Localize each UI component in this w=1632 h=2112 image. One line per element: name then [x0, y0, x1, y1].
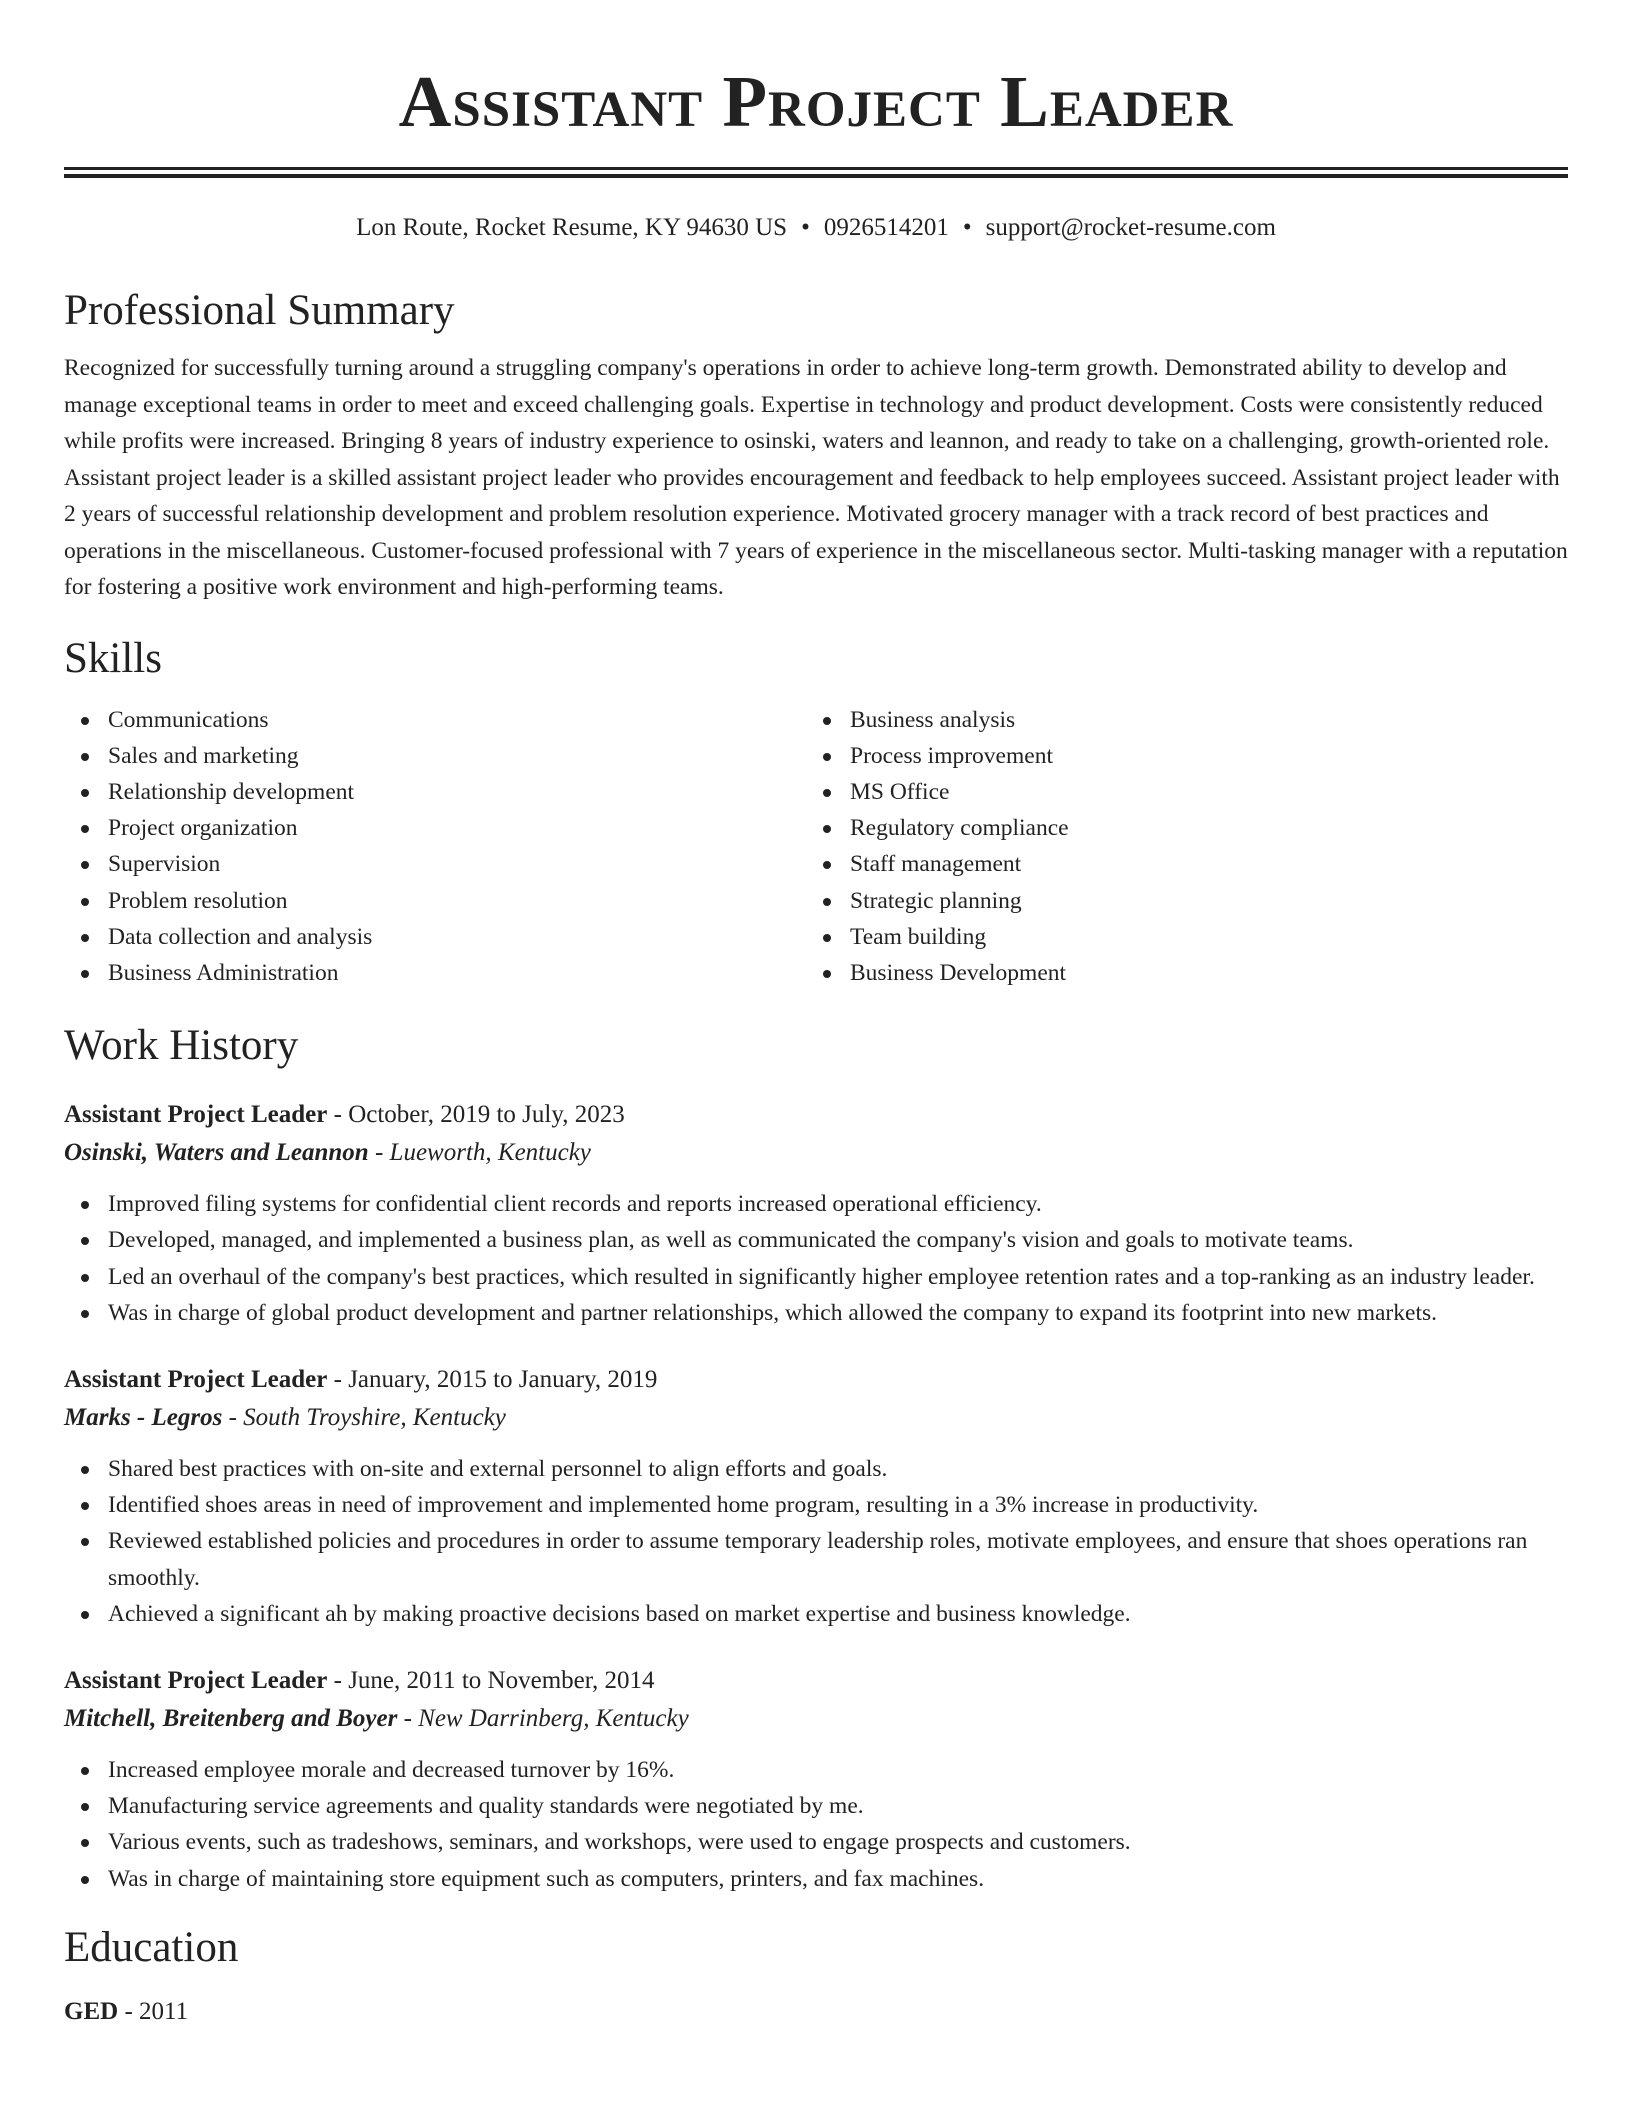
- work-history-heading: Work History: [64, 1022, 299, 1070]
- skill-item: Project organization: [64, 810, 806, 846]
- contact-separator: •: [962, 214, 972, 241]
- resume-name: Assistant Project Leader: [398, 61, 1234, 142]
- job-dates: - June, 2011 to November, 2014: [327, 1666, 655, 1694]
- job-title: Assistant Project Leader: [64, 1101, 328, 1129]
- job-duty: Improved filing systems for confidential client records and reports increased operational efficiency.: [64, 1186, 1568, 1222]
- company-line: [64, 1399, 1568, 1437]
- job-duty: Increased employee morale and decreased turnover by 16%.: [64, 1752, 1568, 1788]
- skill-item: Relationship development: [64, 774, 806, 810]
- skill-item: MS Office: [806, 774, 1548, 810]
- job-duty: Achieved a significant ah by making proactive decisions based on market expertise and business knowledge.: [64, 1596, 1568, 1632]
- skills-column-right: [806, 702, 1548, 992]
- job-duty: Reviewed established policies and procedures in order to assume temporary leadership roles, motivate employees, and ensure that shoes operations ran smoothly.: [64, 1523, 1568, 1595]
- job-dates: - October, 2019 to July, 2023: [327, 1101, 625, 1129]
- skill-item: Regulatory compliance: [806, 810, 1548, 846]
- skill-item: Process improvement: [806, 738, 1548, 774]
- company-name: Mitchell, Breitenberg and Boyer: [64, 1704, 398, 1732]
- education-degree: GED: [64, 1997, 119, 2025]
- job-duty: Developed, managed, and implemented a business plan, as well as communicated the company's vision and goals to motivate teams.: [64, 1222, 1568, 1258]
- header-divider: [64, 167, 1568, 178]
- job-duties: [64, 1752, 1568, 1897]
- job-dates: - January, 2015 to January, 2019: [327, 1365, 658, 1393]
- skill-item: Supervision: [64, 846, 806, 882]
- company-name: Osinski, Waters and Leannon: [64, 1139, 369, 1167]
- skill-item: Problem resolution: [64, 883, 806, 919]
- contact-phone: 0926514201: [823, 214, 949, 241]
- skill-item: Data collection and analysis: [64, 919, 806, 955]
- company-location: - South Troyshire, Kentucky: [222, 1403, 506, 1431]
- company-name: Marks - Legros: [64, 1403, 223, 1431]
- summary-heading: Professional Summary: [64, 287, 455, 334]
- job-title: Assistant Project Leader: [64, 1365, 328, 1393]
- job-title-line: [64, 1361, 1568, 1399]
- job-duty: Identified shoes areas in need of improvement and implemented home program, resulting in a 3% increase in productivity.: [64, 1487, 1568, 1523]
- contact-address: Lon Route, Rocket Resume, KY 94630 US: [356, 214, 788, 241]
- skill-item: Business Development: [806, 955, 1548, 991]
- skill-item: Strategic planning: [806, 883, 1548, 919]
- company-line: [64, 1700, 1568, 1738]
- job-duties: [64, 1451, 1568, 1632]
- contact-separator: •: [801, 214, 810, 241]
- contact-line: [64, 212, 1568, 244]
- job-duty: Was in charge of global product development and partner relationships, which allowed the company to expand its footprint into new markets.: [64, 1295, 1568, 1331]
- job-title-line: [64, 1662, 1568, 1700]
- skills-list: [64, 702, 1568, 992]
- contact-email: support@rocket-resume.com: [985, 214, 1276, 241]
- company-location: - Lueworth, Kentucky: [368, 1139, 591, 1167]
- skills-column-left: [64, 702, 806, 992]
- job-duty: Led an overhaul of the company's best practices, which resulted in significantly higher employee retention rates and a top-ranking as an industry leader.: [64, 1259, 1568, 1295]
- skill-item: Business Administration: [64, 955, 806, 991]
- skill-item: Business analysis: [806, 702, 1548, 738]
- summary-text: Recognized for successfully turning around a struggling company's operations in order to achieve long-term growth. Demonstrated ability to develop and manage exceptional teams in order to meet and exceed challenging goals. Expertise in technology and product development. Costs were consistently reduced while profits were increased. Bringing 8 years of industry experience to osinski, waters and leannon, and ready to take on a challenging, growth-oriented role. Assistant project leader is a skilled assistant project leader who provides encouragement and feedback to help employees succeed. Assistant project leader with 2 years of successful relationship development and problem resolution experience. Motivated grocery manager with a track record of best practices and operations in the miscellaneous. Customer-focused professional with 7 years of experience in the miscellaneous sector. Multi-tasking manager with a reputation for fostering a positive work environment and high-performing teams.: [64, 355, 1568, 600]
- skill-item: Team building: [806, 919, 1548, 955]
- job-duty: Various events, such as tradeshows, seminars, and workshops, were used to engage prospects and customers.: [64, 1824, 1568, 1860]
- education-heading: Education: [64, 1923, 239, 1971]
- skill-item: Sales and marketing: [64, 738, 806, 774]
- job-duty: Shared best practices with on-site and external personnel to align efforts and goals.: [64, 1451, 1568, 1487]
- job-duties: [64, 1186, 1568, 1331]
- skill-item: Communications: [64, 702, 806, 738]
- job-duty: Was in charge of maintaining store equipment such as computers, printers, and fax machines.: [64, 1861, 1568, 1897]
- job-title: Assistant Project Leader: [64, 1666, 328, 1694]
- education-year: - 2011: [118, 1997, 189, 2025]
- job-title-line: [64, 1096, 1568, 1134]
- job-duty: Manufacturing service agreements and quality standards were negotiated by me.: [64, 1788, 1568, 1824]
- company-location: - New Darrinberg, Kentucky: [397, 1704, 689, 1732]
- job-entry: [64, 1096, 1568, 1331]
- job-entry: [64, 1361, 1568, 1632]
- skill-item: Staff management: [806, 846, 1548, 882]
- skills-heading: Skills: [64, 634, 162, 682]
- job-entry: [64, 1662, 1568, 1897]
- company-line: [64, 1134, 1568, 1172]
- education-entry: [64, 1993, 1568, 2031]
